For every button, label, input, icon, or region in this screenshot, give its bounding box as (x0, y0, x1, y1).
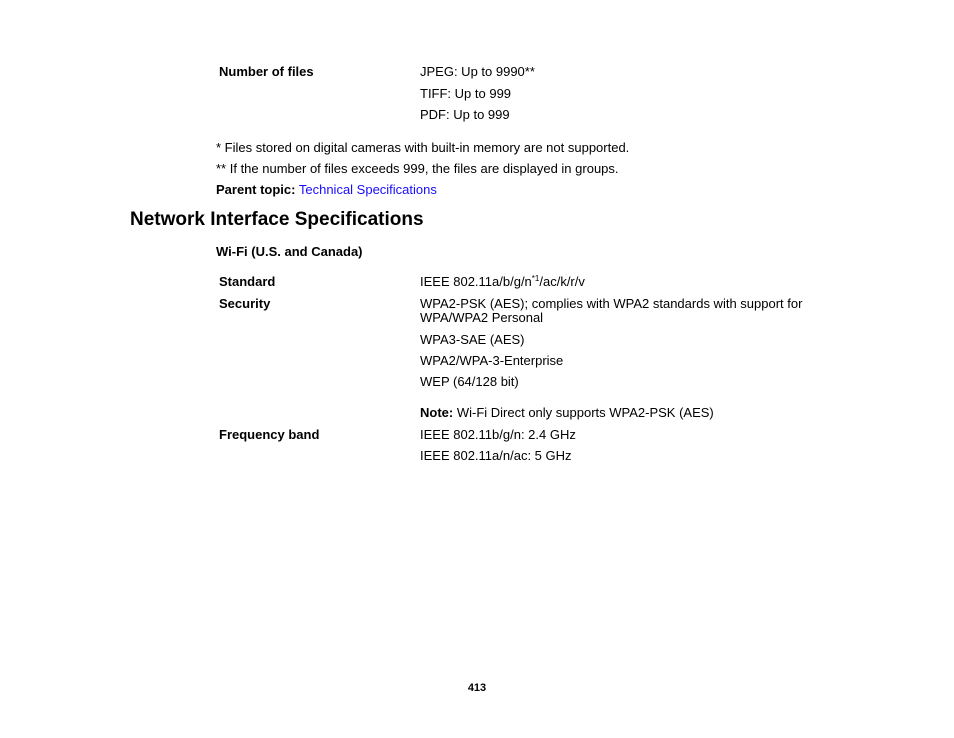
security-value-1: WPA2-PSK (AES); complies with WPA2 standards with support for (420, 296, 803, 311)
footnote-2: ** If the number of files exceeds 999, the files are displayed in groups. (216, 161, 619, 176)
note-label: Note: (420, 405, 454, 420)
files-value-tiff: TIFF: Up to 999 (420, 86, 512, 101)
frequency-value-2: IEEE 802.11a/n/ac: 5 GHz (420, 448, 572, 463)
security-note (420, 405, 714, 420)
footnote-1: * Files stored on digital cameras with built-in memory are not supported. (216, 140, 630, 155)
files-value-pdf: PDF: Up to 999 (420, 107, 510, 122)
page-number: 413 (467, 682, 487, 694)
standard-label: Standard (219, 274, 276, 289)
files-label: Number of files (219, 64, 314, 79)
subheading: Wi-Fi (U.S. and Canada) (216, 244, 363, 259)
parent-topic (216, 182, 437, 197)
security-value-4: WEP (64/128 bit) (420, 374, 519, 389)
frequency-label: Frequency band (219, 427, 320, 442)
parent-topic-link[interactable]: Technical Specifications (298, 182, 437, 197)
standard-value-main: IEEE 802.11a/b/g/n (420, 274, 532, 289)
standard-value-rest: /ac/k/r/v (539, 274, 585, 289)
frequency-value-1: IEEE 802.11b/g/n: 2.4 GHz (420, 427, 576, 442)
security-value-1-cont: WPA/WPA2 Personal (420, 310, 544, 325)
security-label: Security (219, 296, 271, 311)
security-value-2: WPA3-SAE (AES) (420, 332, 525, 347)
files-value-jpeg: JPEG: Up to 9990** (420, 64, 535, 79)
section-title: Network Interface Specifications (130, 209, 424, 230)
standard-value (420, 274, 585, 289)
parent-topic-label: Parent topic: (216, 182, 296, 197)
note-text: Wi-Fi Direct only supports WPA2-PSK (AES) (453, 405, 714, 420)
standard-footnote-ref: *1 (531, 274, 540, 283)
security-value-3: WPA2/WPA-3-Enterprise (420, 353, 564, 368)
